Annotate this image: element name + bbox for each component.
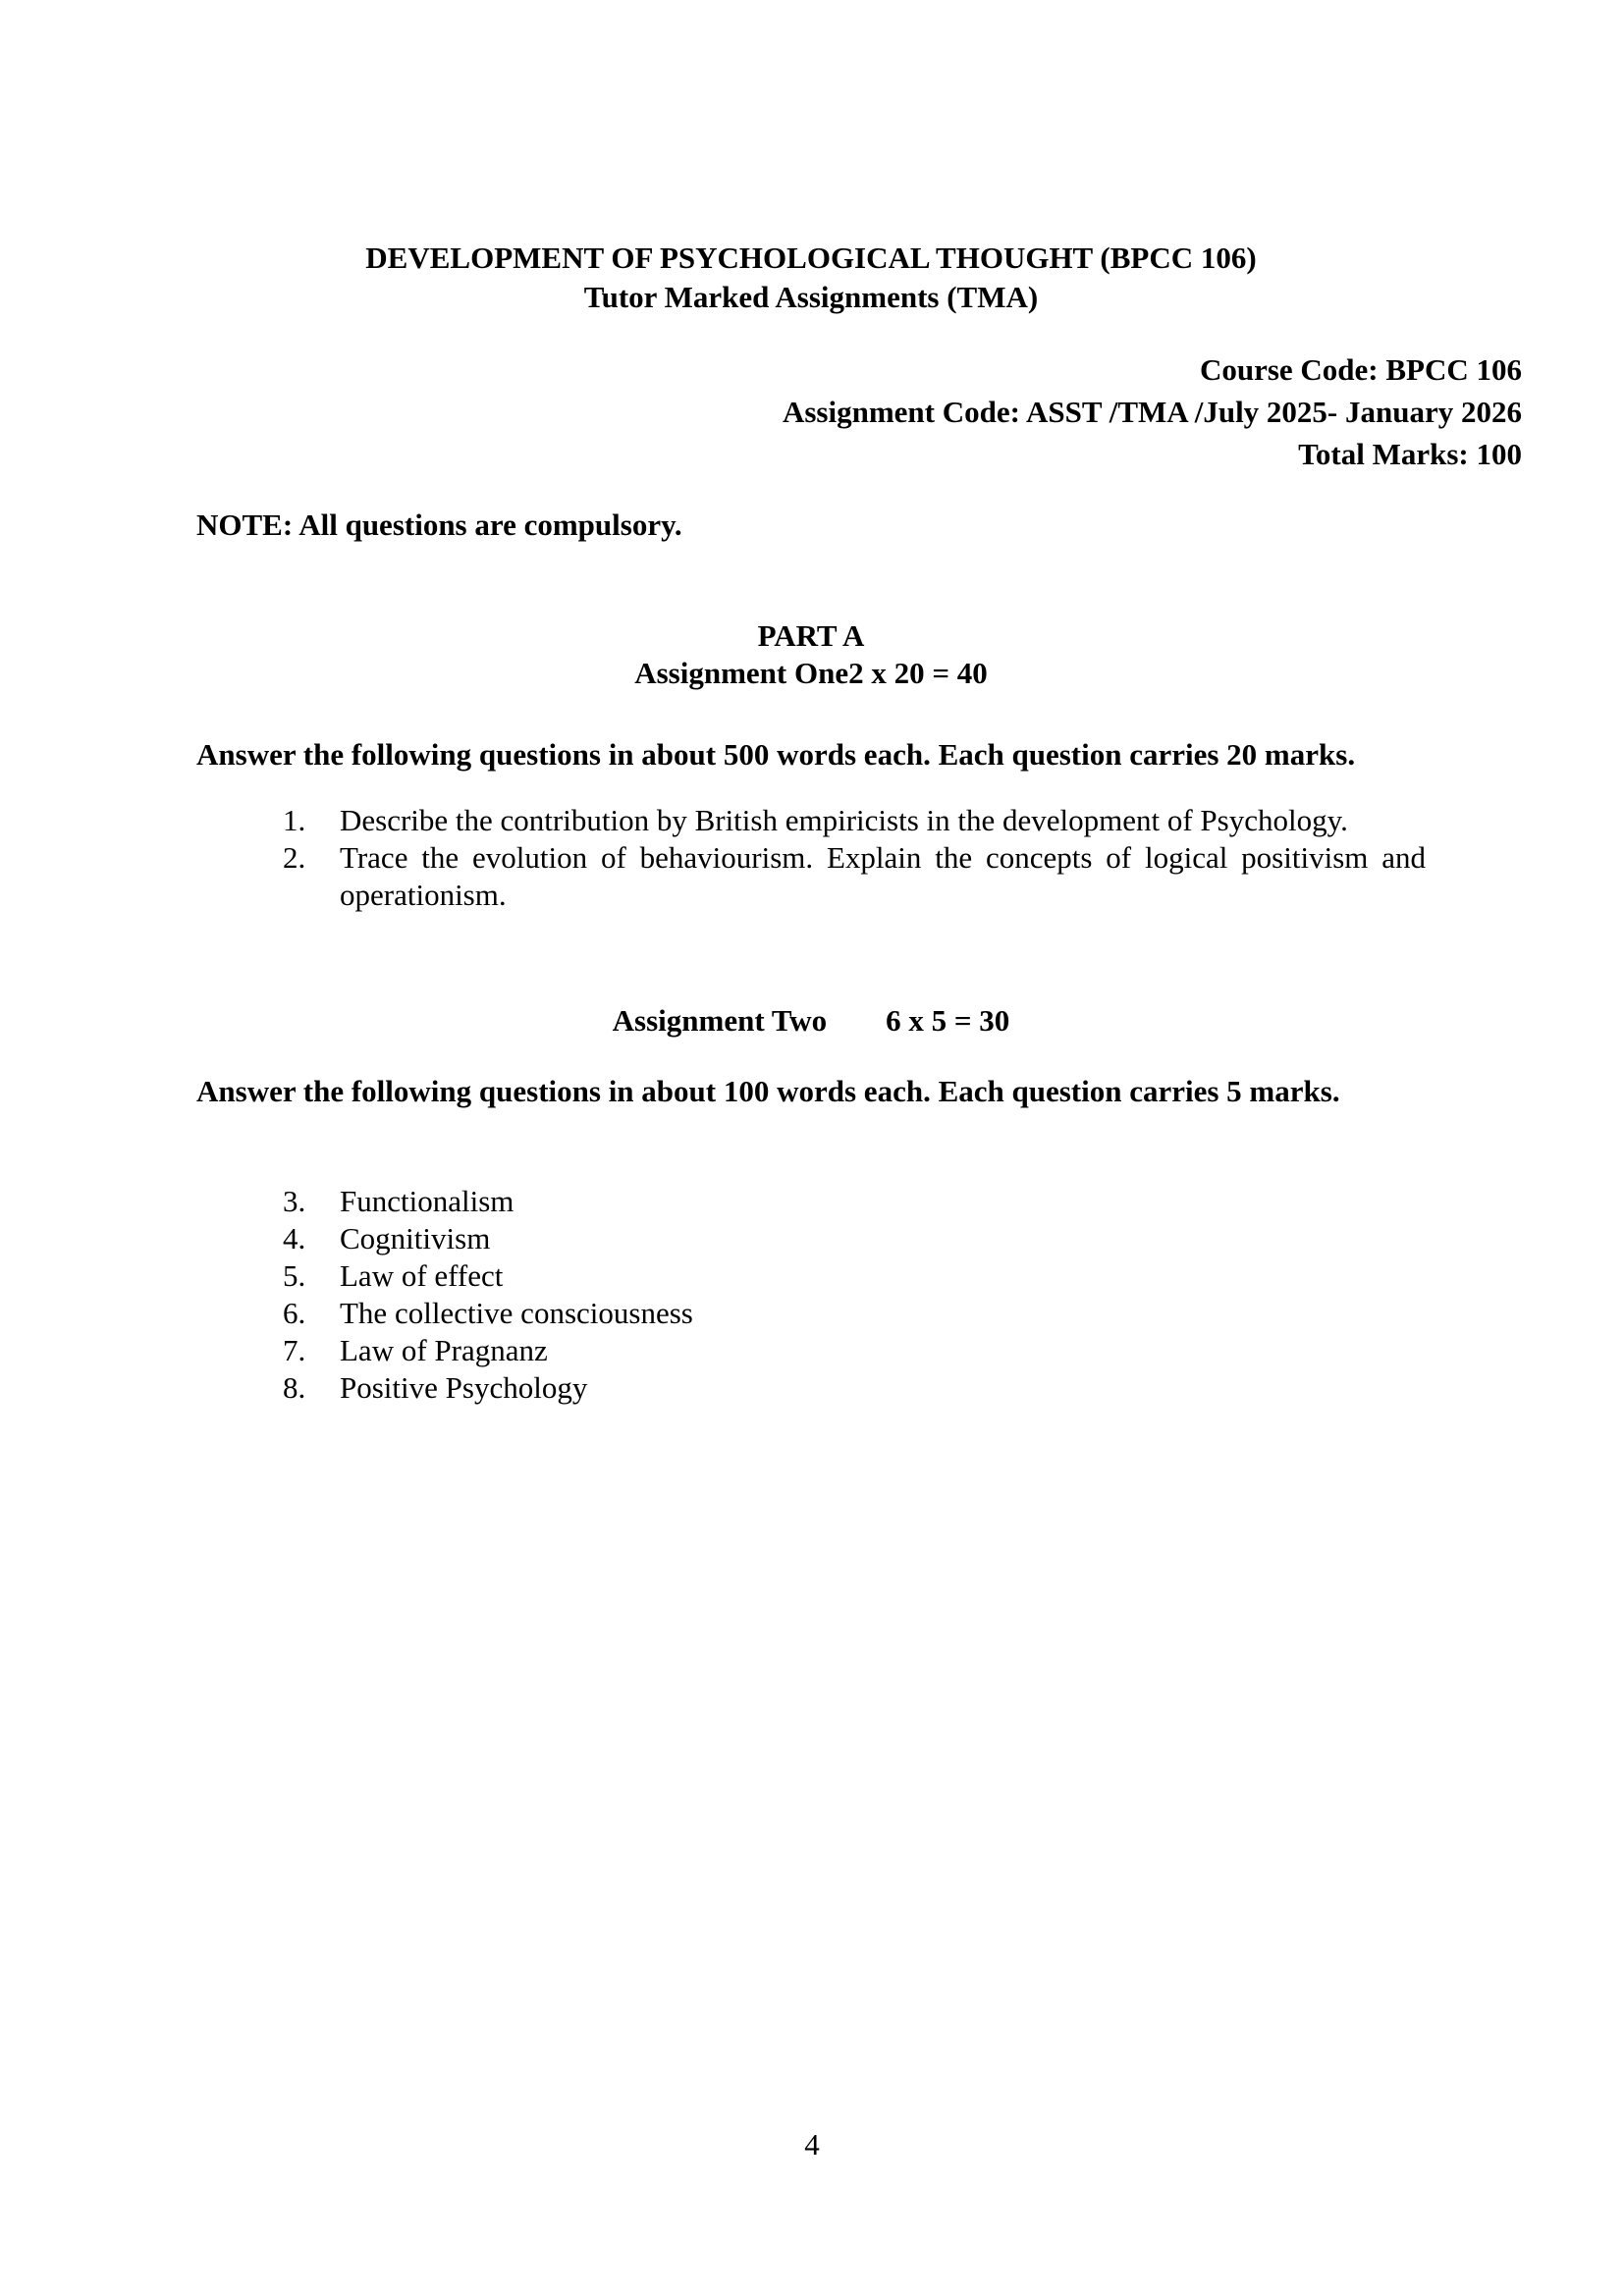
part-a-heading: PART A bbox=[757, 618, 865, 653]
question-text: Law of effect bbox=[340, 1258, 504, 1293]
question-text: Trace the evolution of behaviourism. Explain the concepts of logical positivism and operationism. bbox=[340, 840, 1426, 912]
page-number: 4 bbox=[804, 2127, 820, 2162]
assignment-two-instruction: Answer the following questions in about 100 words each. Each question carries 5 marks. bbox=[196, 1074, 1340, 1108]
assignment-one-heading: Assignment One2 x 20 = 40 bbox=[634, 656, 988, 690]
assignment-two-heading: Assignment Two bbox=[612, 1003, 828, 1038]
assignment-two-heading-block bbox=[196, 1002, 1426, 1040]
question-item bbox=[283, 1257, 1426, 1295]
assignment-two-marks: 6 x 5 = 30 bbox=[886, 1003, 1010, 1038]
document-title-block bbox=[196, 239, 1426, 317]
question-item bbox=[283, 1183, 1426, 1220]
course-code-line: Course Code: BPCC 106 bbox=[1199, 352, 1522, 387]
question-text: Functionalism bbox=[340, 1184, 514, 1218]
question-number: 2. bbox=[283, 840, 306, 875]
question-number: 6. bbox=[283, 1296, 306, 1330]
question-item bbox=[283, 1295, 1426, 1332]
document-title: DEVELOPMENT OF PSYCHOLOGICAL THOUGHT (BPCC 106) bbox=[365, 240, 1257, 275]
question-item bbox=[283, 1369, 1426, 1407]
assignment-two-question-list bbox=[283, 1183, 1426, 1407]
question-item bbox=[283, 1220, 1426, 1257]
question-item bbox=[283, 1332, 1426, 1369]
question-item bbox=[283, 839, 1426, 914]
question-number: 4. bbox=[283, 1221, 306, 1255]
question-text: Cognitivism bbox=[340, 1221, 491, 1255]
course-codes-block bbox=[196, 348, 1522, 475]
note-text: NOTE: All questions are compulsory. bbox=[196, 507, 682, 542]
question-text: Law of Pragnanz bbox=[340, 1333, 548, 1367]
question-text: The collective consciousness bbox=[340, 1296, 693, 1330]
question-number: 3. bbox=[283, 1184, 306, 1218]
question-number: 5. bbox=[283, 1258, 306, 1293]
question-text: Positive Psychology bbox=[340, 1370, 588, 1405]
question-item bbox=[283, 802, 1426, 839]
question-number: 7. bbox=[283, 1333, 306, 1367]
part-a-heading-block bbox=[196, 617, 1426, 692]
total-marks-line: Total Marks: 100 bbox=[1298, 437, 1522, 471]
question-number: 8. bbox=[283, 1370, 306, 1405]
question-text: Describe the contribution by British empiricists in the development of Psychology. bbox=[340, 803, 1348, 837]
document-subtitle: Tutor Marked Assignments (TMA) bbox=[583, 280, 1039, 314]
part-a-question-list bbox=[283, 802, 1426, 914]
question-number: 1. bbox=[283, 803, 306, 837]
part-a-instruction: Answer the following questions in about 500 words each. Each question carries 20 marks. bbox=[196, 737, 1356, 772]
assignment-code-line: Assignment Code: ASST /TMA /July 2025- January 2026 bbox=[782, 395, 1522, 429]
